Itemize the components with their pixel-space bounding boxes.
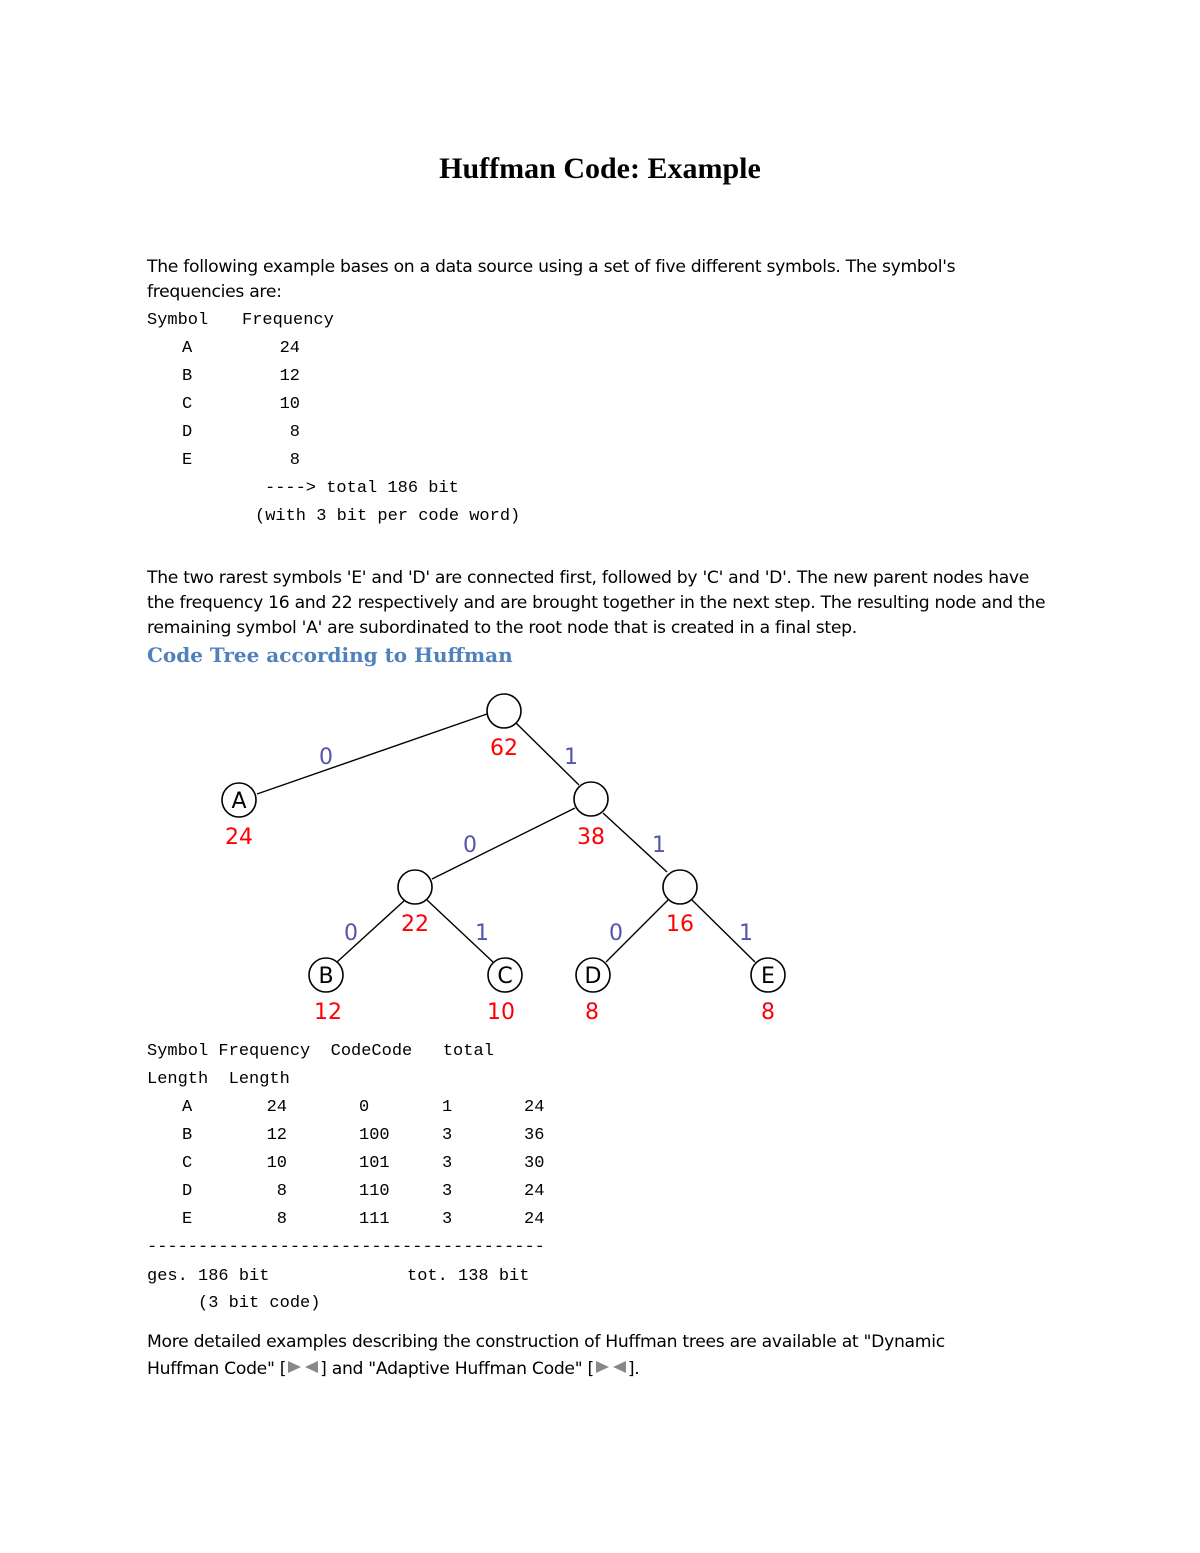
table-row-length: 3 — [442, 1182, 453, 1201]
footer-text-3: ]. — [627, 1359, 640, 1379]
tree-node — [574, 782, 608, 816]
node-letter: C — [497, 964, 513, 989]
table-row-symbol: C — [182, 1154, 193, 1173]
table-row-frequency: 10 — [266, 1154, 287, 1173]
edge-root-a — [257, 714, 487, 794]
summary-note: (3 bit code) — [198, 1294, 321, 1313]
intro-paragraph: The following example bases on a data source using a set of five different symbols. The symbol's frequencies are: — [147, 257, 956, 302]
total-line: ----> total 186 bit — [265, 479, 459, 498]
table-row-code: 0 — [359, 1098, 370, 1117]
table-row-code: 101 — [359, 1154, 390, 1173]
node-letter: B — [318, 964, 334, 989]
table-row-symbol: B — [182, 1126, 193, 1145]
table-row-symbol: A — [182, 339, 193, 358]
table-row-symbol: B — [182, 367, 193, 386]
edge-bit: 1 — [652, 833, 666, 858]
table-row-frequency: 24 — [279, 339, 300, 358]
table-row-length: 1 — [442, 1098, 453, 1117]
nav-arrows-icon[interactable] — [594, 1356, 628, 1383]
edge-bit: 0 — [463, 833, 477, 858]
table-row-frequency: 8 — [289, 451, 300, 470]
edge-bit: 1 — [475, 921, 489, 946]
table-row-frequency: 8 — [276, 1182, 287, 1201]
node-letter: D — [584, 964, 602, 989]
node-frequency: 38 — [577, 825, 605, 850]
table-row-symbol: D — [182, 423, 193, 442]
table-row-frequency: 24 — [266, 1098, 287, 1117]
summary-left: ges. 186 bit — [147, 1267, 270, 1286]
table-row-symbol: C — [182, 395, 193, 414]
node-letter: A — [231, 789, 247, 814]
table-row-total: 36 — [524, 1126, 545, 1145]
table-row-total: 24 — [524, 1098, 545, 1117]
huffman-tree-diagram — [0, 680, 900, 1030]
table-row-code: 100 — [359, 1126, 390, 1145]
table-divider: --------------------------------------- — [147, 1238, 545, 1257]
header-symbol: Symbol — [147, 311, 209, 330]
footer-paragraph — [147, 1329, 1017, 1383]
table-row-code: 111 — [359, 1210, 390, 1229]
header-frequency: Frequency — [242, 311, 334, 330]
tree-node — [398, 870, 432, 904]
footer-text-1: More detailed examples describing the construction of Huffman trees are available at "Dynamic Huffman Code" [ — [147, 1332, 945, 1379]
section-heading: Code Tree according to Huffman — [147, 643, 513, 667]
note-line: (with 3 bit per code word) — [255, 507, 521, 526]
code-table-header: Length Length — [147, 1070, 290, 1089]
edge-bit: 0 — [609, 921, 623, 946]
table-row-frequency: 12 — [279, 367, 300, 386]
node-frequency: 8 — [585, 1000, 599, 1025]
table-row-length: 3 — [442, 1210, 453, 1229]
table-row-total: 24 — [524, 1210, 545, 1229]
node-frequency: 16 — [666, 912, 694, 937]
page-title: Huffman Code: Example — [439, 152, 761, 185]
table-row-symbol: E — [182, 1210, 193, 1229]
edge-bit: 1 — [564, 745, 578, 770]
table-row-symbol: D — [182, 1182, 193, 1201]
summary-right: tot. 138 bit — [407, 1267, 530, 1286]
table-row-total: 30 — [524, 1154, 545, 1173]
node-letter: E — [761, 964, 775, 989]
node-frequency: 12 — [314, 1000, 342, 1025]
table-row-symbol: A — [182, 1098, 193, 1117]
table-row-frequency: 8 — [276, 1210, 287, 1229]
footer-text-2: ] and "Adaptive Huffman Code" [ — [320, 1359, 594, 1379]
node-frequency: 22 — [401, 912, 429, 937]
code-table-header: Symbol Frequency CodeCode total — [147, 1042, 494, 1061]
node-frequency: 10 — [487, 1000, 515, 1025]
edge-bit: 0 — [344, 921, 358, 946]
edge-bit: 0 — [319, 745, 333, 770]
table-row-frequency: 12 — [266, 1126, 287, 1145]
table-row-symbol: E — [182, 451, 193, 470]
nav-arrows-icon[interactable] — [286, 1356, 320, 1383]
table-row-total: 24 — [524, 1182, 545, 1201]
table-row-length: 3 — [442, 1126, 453, 1145]
node-frequency: 62 — [490, 736, 518, 761]
description-paragraph: The two rarest symbols 'E' and 'D' are connected first, followed by 'C' and 'D'. The new parent nodes have the frequency 16 and 22 respectively and are brought together in the next step. The resulting node and the remaining symbol 'A' are subordinated to the root node that is created in a final step. — [147, 568, 1046, 638]
table-row-length: 3 — [442, 1154, 453, 1173]
edge-38-22 — [432, 808, 575, 879]
tree-node — [663, 870, 697, 904]
table-row-frequency: 8 — [289, 423, 300, 442]
edge-bit: 1 — [739, 921, 753, 946]
tree-node — [487, 694, 521, 728]
table-row-code: 110 — [359, 1182, 390, 1201]
node-frequency: 24 — [225, 825, 253, 850]
table-row-frequency: 10 — [279, 395, 300, 414]
node-frequency: 8 — [761, 1000, 775, 1025]
